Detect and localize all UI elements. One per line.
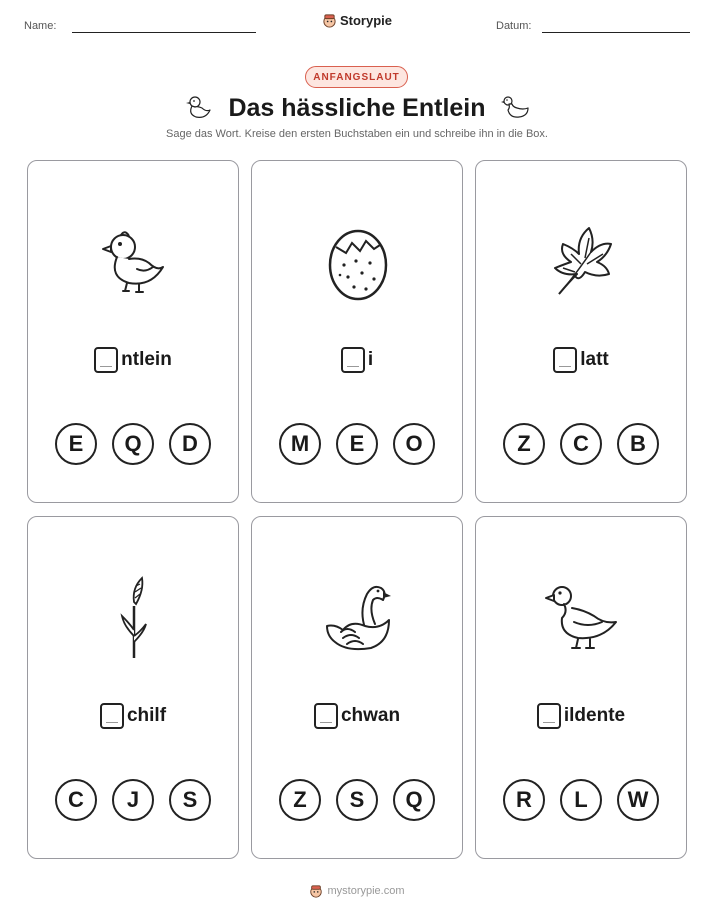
card-entlein (27, 160, 239, 503)
name-line[interactable] (72, 32, 256, 33)
egg-icon (326, 223, 390, 301)
letter-choice[interactable]: R (503, 779, 545, 821)
brand-name: Storypie (339, 13, 392, 28)
letter-choice[interactable]: E (336, 423, 378, 465)
answer-box[interactable] (537, 703, 561, 729)
brand-logo (0, 13, 714, 28)
letter-choice[interactable]: Q (112, 423, 154, 465)
duck-right-icon (500, 94, 530, 122)
card-schwan (251, 516, 463, 859)
duckling-left-icon (184, 94, 214, 122)
letter-choice[interactable]: E (55, 423, 97, 465)
letter-choice[interactable]: Q (393, 779, 435, 821)
letter-choice[interactable]: B (617, 423, 659, 465)
letter-choice[interactable]: S (336, 779, 378, 821)
word-stem: chwan (340, 705, 401, 726)
footer (0, 884, 714, 898)
letter-choice[interactable]: M (279, 423, 321, 465)
answer-box[interactable] (94, 347, 118, 373)
card-schilf (27, 516, 239, 859)
storypie-mascot-icon (309, 884, 323, 898)
date-label: Datum: (496, 20, 532, 32)
letter-choice[interactable]: C (560, 423, 602, 465)
word-stem: i (367, 349, 374, 370)
leaf-icon (549, 224, 615, 300)
card-blatt (475, 160, 687, 503)
answer-box[interactable] (553, 347, 577, 373)
answer-box[interactable] (314, 703, 338, 729)
letter-choice[interactable]: D (169, 423, 211, 465)
storypie-mascot-icon (322, 13, 337, 28)
letter-choice[interactable]: Z (503, 423, 545, 465)
card-wildente (475, 516, 687, 859)
answer-box[interactable] (341, 347, 365, 373)
letter-choice[interactable]: C (55, 779, 97, 821)
letter-choice[interactable]: J (112, 779, 154, 821)
word-stem: chilf (126, 705, 167, 726)
letter-choice[interactable]: Z (279, 779, 321, 821)
footer-url[interactable]: mystorypie.com (327, 885, 405, 897)
word-stem: ildente (563, 705, 626, 726)
letter-choice[interactable]: L (560, 779, 602, 821)
card-ei (251, 160, 463, 503)
reed-icon (114, 576, 154, 660)
date-line[interactable] (542, 32, 690, 33)
letter-choice[interactable]: S (169, 779, 211, 821)
word-stem: ntlein (121, 349, 172, 370)
answer-box[interactable] (100, 703, 124, 729)
wild-duck-icon (544, 582, 620, 654)
duckling-icon (99, 227, 169, 297)
page-title: Das hässliche Entlein (228, 93, 486, 122)
word-stem: latt (580, 349, 609, 370)
name-label: Name: (24, 20, 57, 32)
instructions: Sage das Wort. Kreise den ersten Buchstaben ein und schreibe ihn in die Box. (166, 128, 548, 140)
topic-badge: ANFANGSLAUT (305, 66, 408, 88)
letter-choice[interactable]: W (617, 779, 659, 821)
swan-icon (321, 580, 395, 656)
letter-choice[interactable]: O (393, 423, 435, 465)
